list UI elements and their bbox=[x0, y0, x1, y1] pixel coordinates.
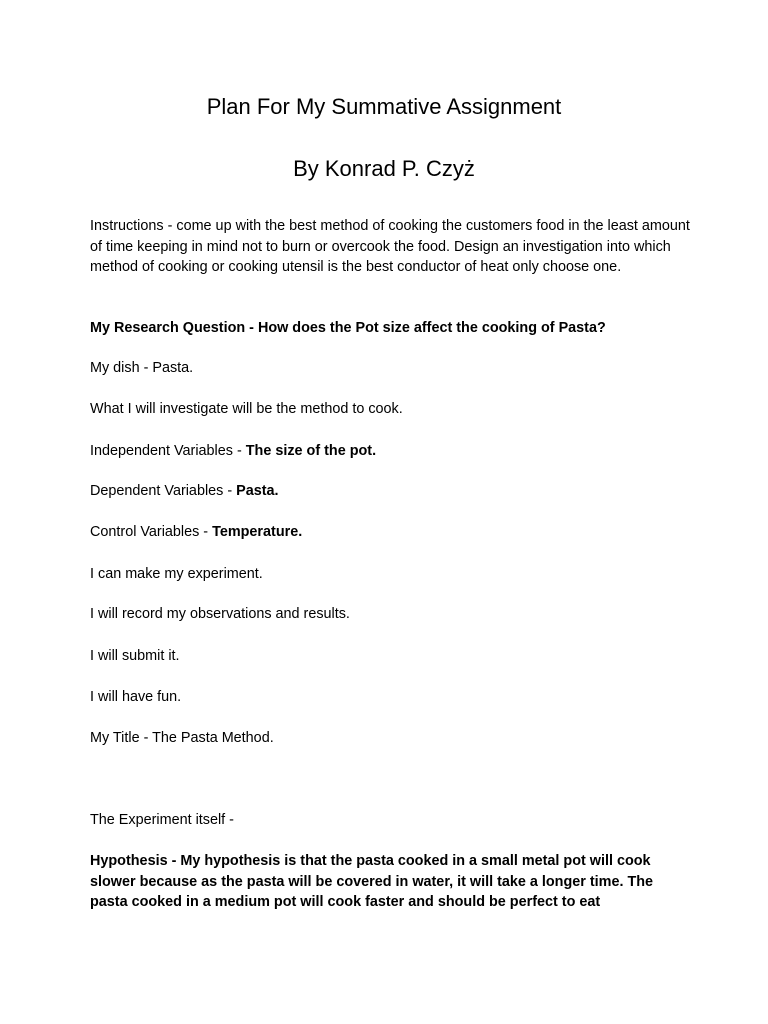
dish-line: My dish - Pasta. bbox=[90, 360, 194, 376]
independent-variables bbox=[90, 441, 690, 462]
experiment-line: I can make my experiment. bbox=[90, 566, 263, 582]
control-variables-value: Temperature. bbox=[212, 524, 303, 540]
research-question: My Research Question - How does the Pot size affect the cooking of Pasta? bbox=[90, 320, 606, 336]
control-variables bbox=[90, 522, 690, 543]
experiment-heading: The Experiment itself - bbox=[90, 812, 234, 828]
control-variables-label: Control Variables - bbox=[90, 524, 213, 540]
record-line: I will record my observations and results. bbox=[90, 606, 350, 622]
document-title: Plan For My Summative Assignment bbox=[206, 94, 562, 119]
document-byline: By Konrad P. Czyż bbox=[293, 156, 475, 181]
dependent-variables bbox=[90, 481, 690, 502]
dependent-variables-label: Dependent Variables - bbox=[90, 483, 237, 499]
independent-variables-label: Independent Variables - bbox=[90, 443, 246, 459]
dependent-variables-value: Pasta. bbox=[236, 483, 279, 499]
submit-line: I will submit it. bbox=[90, 648, 180, 664]
instructions-paragraph: Instructions - come up with the best method of cooking the customers food in the least amount of time keeping in mind not to burn or overcook the food. Design an investigation into which method of cooking or cooking utensil is the best conductor of heat only choose one. bbox=[90, 218, 690, 275]
investigate-line: What I will investigate will be the method to cook. bbox=[90, 401, 403, 417]
hypothesis-paragraph: Hypothesis - My hypothesis is that the pasta cooked in a small metal pot will cook slower because as the pasta will be covered in water, it will take a longer time. The pasta cooked in a medium pot will cook faster and should be perfect to eat bbox=[90, 853, 654, 910]
my-title-line: My Title - The Pasta Method. bbox=[90, 730, 274, 746]
independent-variables-value: The size of the pot. bbox=[245, 443, 377, 459]
fun-line: I will have fun. bbox=[90, 689, 182, 705]
